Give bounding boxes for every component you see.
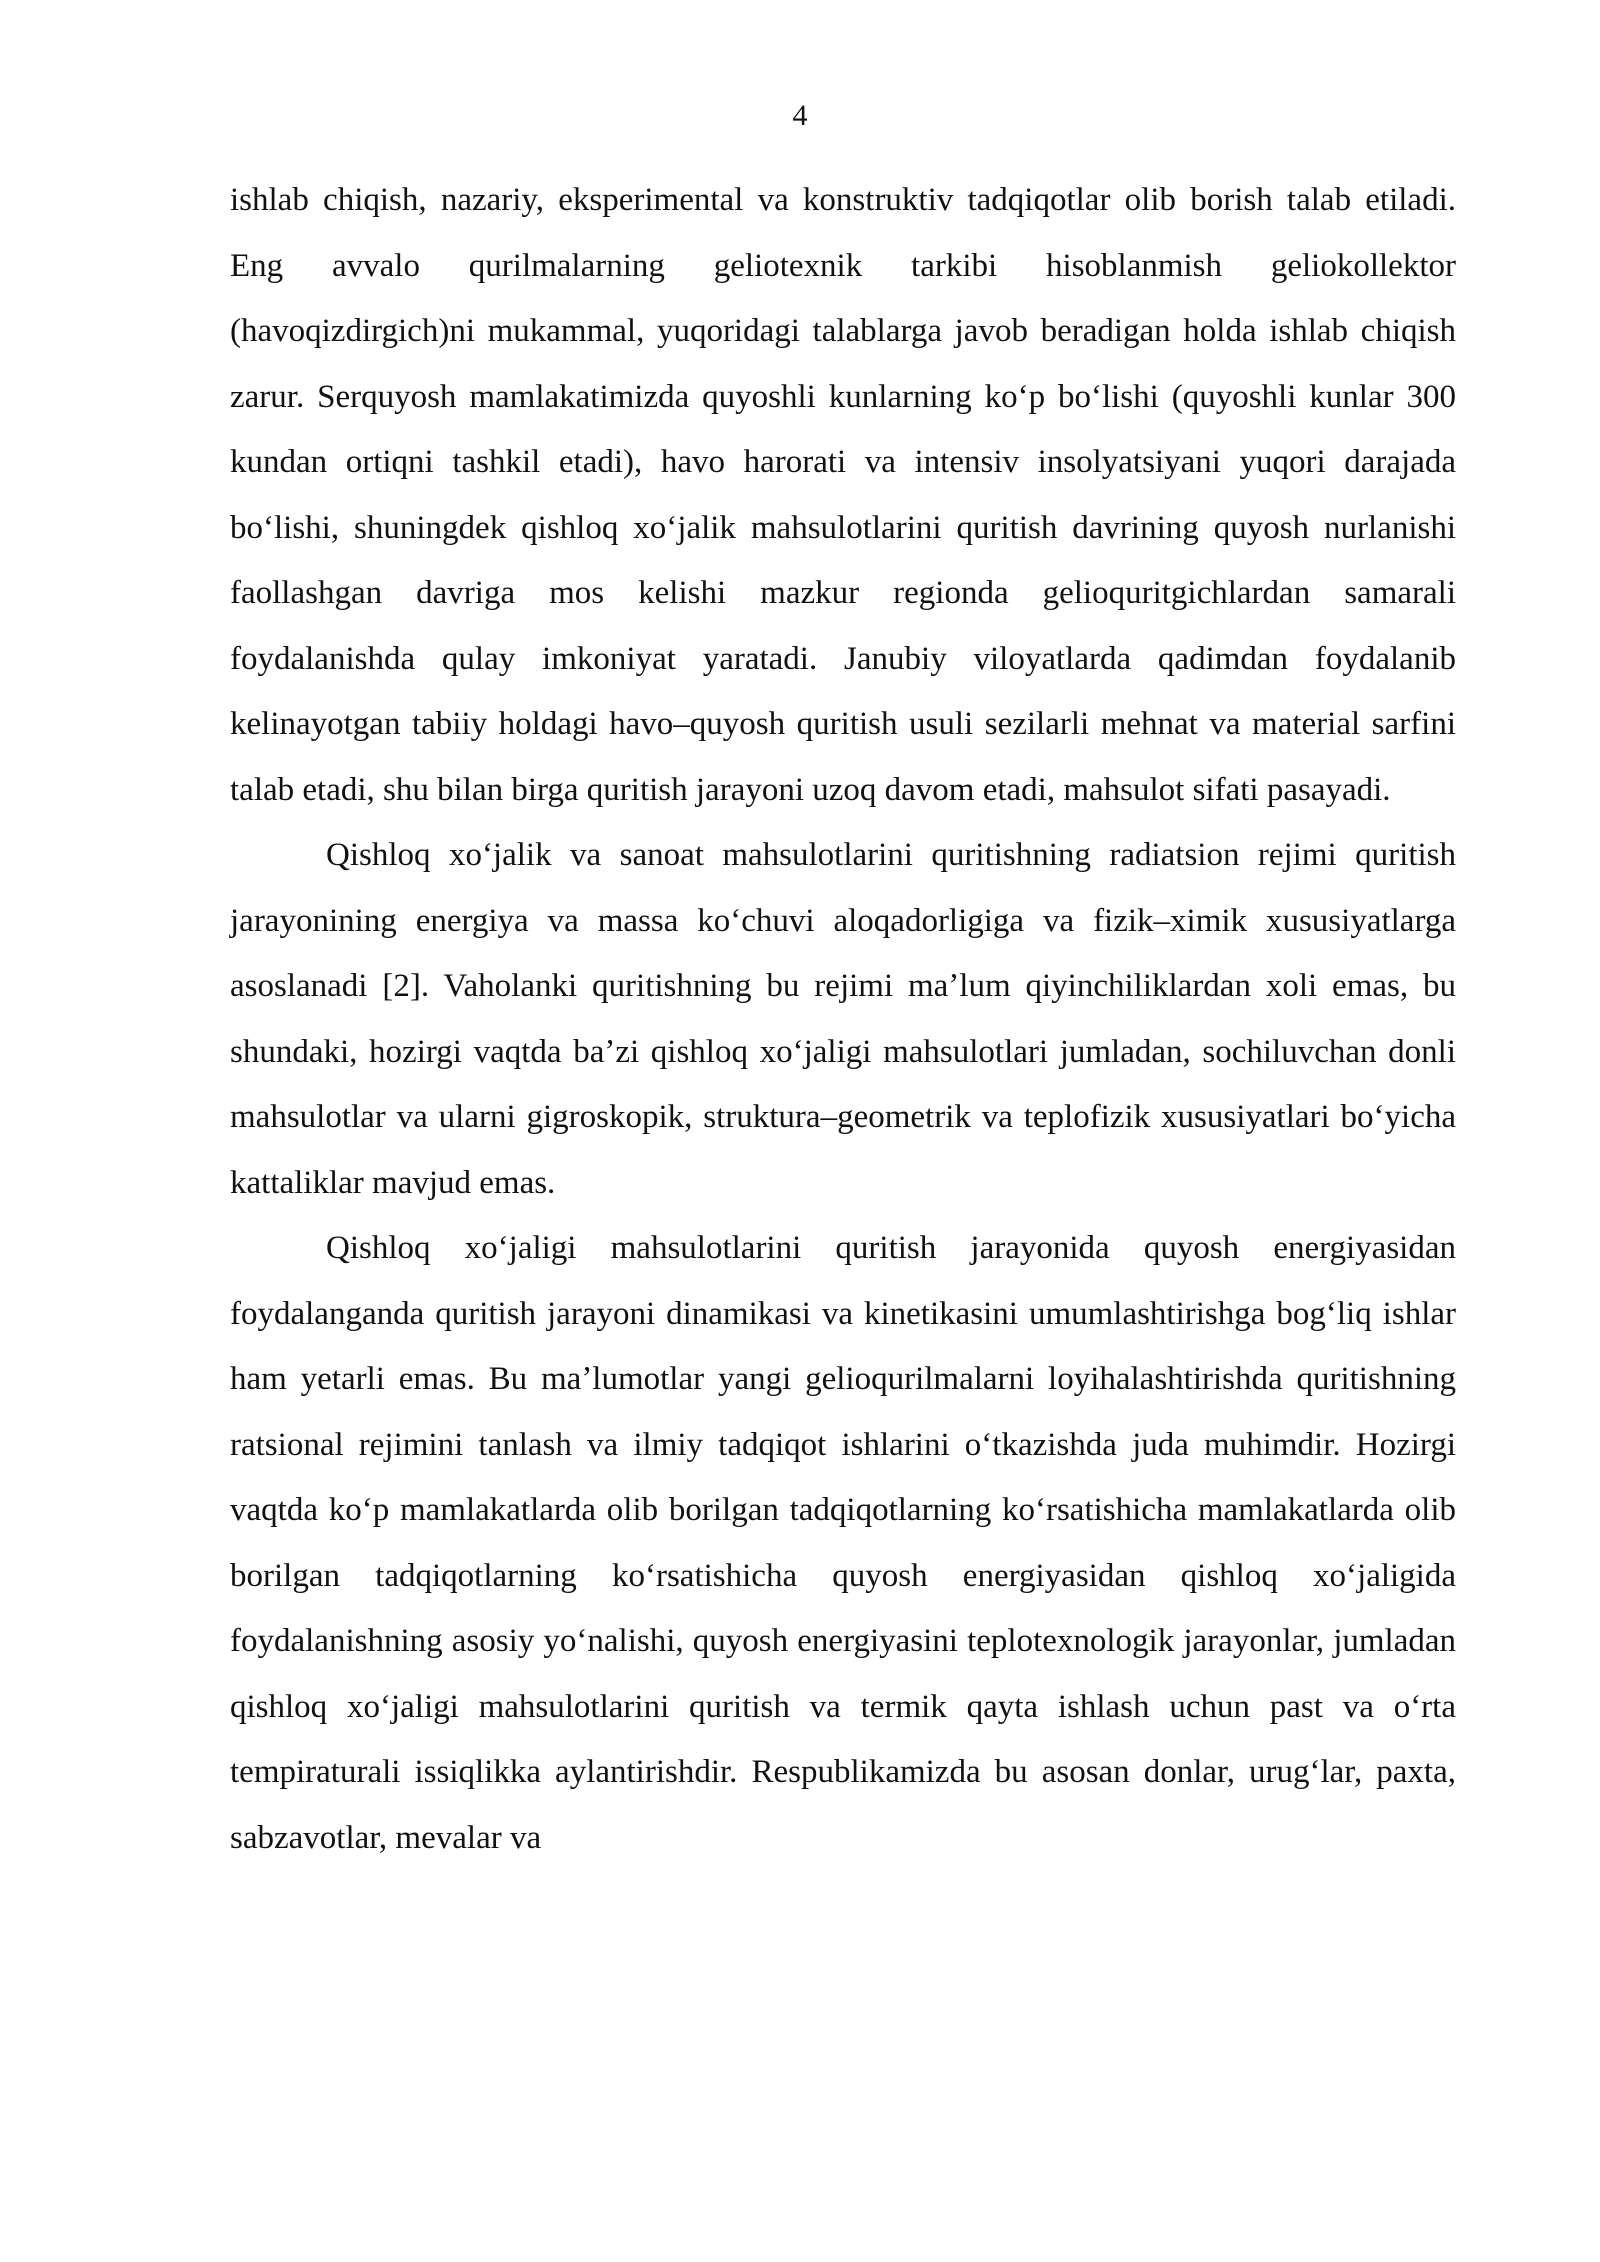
body-text xyxy=(230,168,1456,1871)
paragraph-3: Qishloq xoʻjaligi mahsulotlarini quritish jarayonida quyosh energiyasidan foydalanganda quritish jarayoni dinamikasi va kinetikasini umumlashtirishga bogʻliq ishlar ham yetarli emas. Bu maʼlumotlar yangi gelioqurilmalarni loyihalashtirishda quritishning ratsional rejimini tanlash va ilmiy tadqiqot ishlarini oʻtkazishda juda muhimdir. Hozirgi vaqtda koʻp mamlakatlarda olib borilgan tadqiqotlarning koʻrsatishicha mamlakatlarda olib borilgan tadqiqotlarning koʻrsatishicha quyosh energiyasidan qishloq xoʻjaligida foydalanishning asosiy yoʻnalishi, quyosh energiyasini teplotexnologik jarayonlar, jumladan qishloq xoʻjaligi mahsulotlarini quritish va termik qayta ishlash uchun past va oʻrta tempiraturali issiqlikka aylantirishdir. Respublikamizda bu asosan donlar, urugʻlar, paxta, sabzavotlar, mevalar va xyxy=(230,1230,1456,1856)
page-number: 4 xyxy=(792,99,808,132)
paragraph-1: ishlab chiqish, nazariy, eksperimental va konstruktiv tadqiqotlar olib borish talab etiladi. Eng avvalo qurilmalarning geliotexnik tarkibi hisoblanmish geliokollektor (havoqizdirgich)ni mukammal, yuqoridagi talablarga javob beradigan holda ishlab chiqish zarur. Serquyosh mamlakatimizda quyoshli kunlarning koʻp boʻlishi (quyoshli kunlar 300 kundan ortiqni tashkil etadi), havo harorati va intensiv insolyatsiyani yuqori darajada boʻlishi, shuningdek qishloq xoʻjalik mahsulotlarini quritish davrining quyosh nurlanishi faollashgan davriga mos kelishi mazkur regionda gelioquritgichlardan samarali foydalanishda qulay imkoniyat yaratadi. Janubiy viloyatlarda qadimdan foydalanib kelinayotgan tabiiy holdagi havo–quyosh quritish usuli sezilarli mehnat va material sarfini talab etadi, shu bilan birga quritish jarayoni uzoq davom etadi, mahsulot sifati pasayadi. xyxy=(230,182,1456,808)
paragraph-2: Qishloq xoʻjalik va sanoat mahsulotlarini quritishning radiatsion rejimi quritish jarayonining energiya va massa koʻchuvi aloqadorligiga va fizik–ximik xususiyatlarga asoslanadi [2]. Vaholanki quritishning bu rejimi maʼlum qiyinchiliklardan xoli emas, bu shundaki, hozirgi vaqtda baʼzi qishloq xoʻjaligi mahsulotlari jumladan, sochiluvchan donli mahsulotlar va ularni gigroskopik, struktura–geometrik va teplofizik xususiyatlari boʻyicha kattaliklar mavjud emas. xyxy=(230,837,1456,1201)
